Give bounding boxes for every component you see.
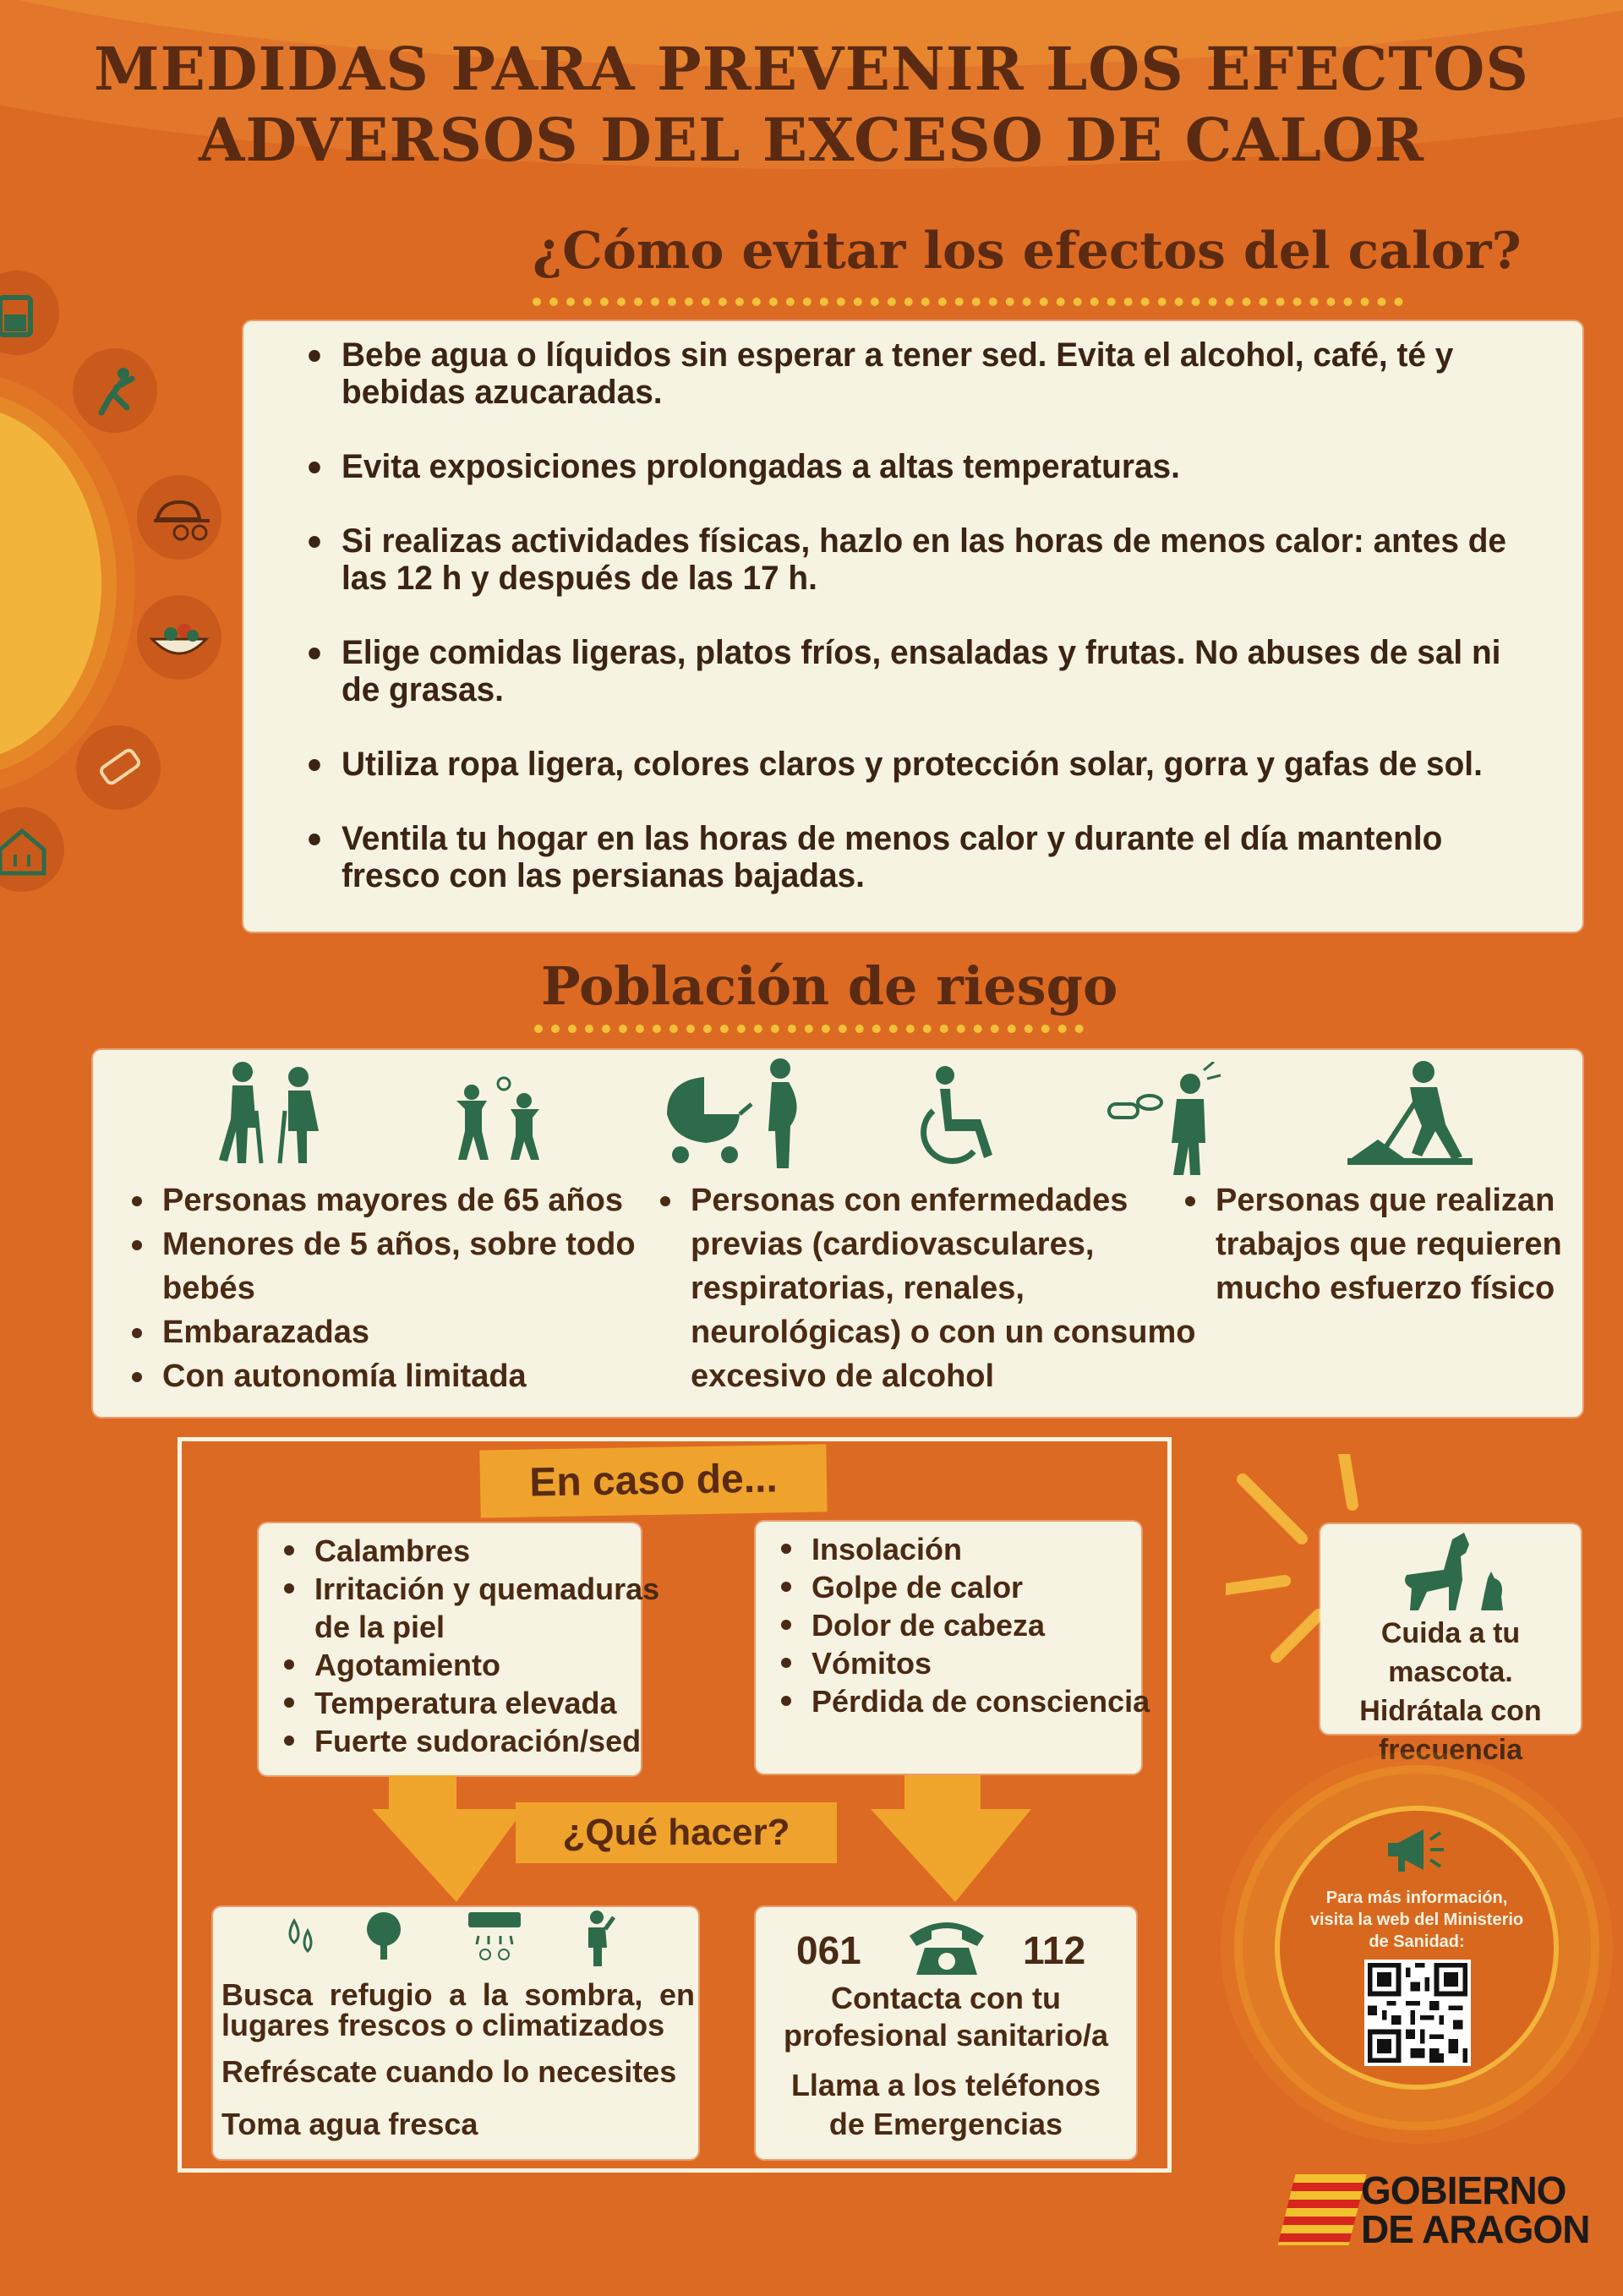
cap-glasses-icon bbox=[137, 475, 221, 560]
elderly-couple-icon bbox=[207, 1060, 334, 1170]
heading-underline bbox=[534, 1025, 1084, 1033]
symptom-item: Dolor de cabeza bbox=[812, 1606, 1167, 1644]
logo-text bbox=[1361, 2168, 1590, 2251]
sun-decoration bbox=[0, 406, 101, 761]
symptom-item: Pérdida de consciencia bbox=[812, 1682, 1167, 1720]
sick-person-icon bbox=[1106, 1062, 1224, 1180]
salad-icon bbox=[137, 595, 221, 680]
aragon-flag-icon bbox=[1278, 2174, 1367, 2245]
sunscreen-icon bbox=[76, 725, 161, 810]
symptom-item: Vómitos bbox=[812, 1644, 1167, 1682]
title-line-2: ADVERSOS DEL EXCESO DE CALOR bbox=[199, 105, 1424, 175]
physical-worker-icon bbox=[1344, 1058, 1479, 1168]
in-case-of-banner: En caso de... bbox=[479, 1444, 827, 1517]
air-conditioner-icon bbox=[467, 1911, 522, 1963]
tip-item: Bebe agua o líquidos sin esperar a tener sed. Evita el alcohol, café, té y bebidas azucaradas. bbox=[342, 336, 1531, 411]
actions-card-left bbox=[213, 1907, 698, 2159]
tip-item: Elige comidas ligeras, platos fríos, ensaladas y frutas. No abuses de sal ni de grasas. bbox=[342, 634, 1531, 708]
symptom-item: Irritación y quemaduras de la piel bbox=[314, 1570, 669, 1646]
tree-icon bbox=[362, 1911, 406, 1961]
tip-item: Ventila tu hogar en las horas de menos calor y durante el día mantenlo fresco con las persianas bajadas. bbox=[342, 820, 1531, 894]
risk-item: Menores de 5 años, sobre todo bebés bbox=[162, 1222, 636, 1310]
pet-card bbox=[1320, 1524, 1581, 1766]
risk-item: Embarazadas bbox=[162, 1310, 636, 1354]
wheelchair-icon bbox=[911, 1063, 1004, 1173]
actions-card-right bbox=[756, 1907, 1136, 2159]
action-item: Contacta con tu profesional sanitario/a bbox=[783, 1981, 1109, 2053]
risk-item: Personas con enfermedades previas (cardiovasculares, respiratorias, renales, neurológicas) o con un consumo excesivo de alcohol bbox=[691, 1178, 1198, 1398]
children-playing-icon bbox=[448, 1075, 549, 1168]
symptoms-card-left bbox=[259, 1523, 660, 1775]
qr-code-icon[interactable] bbox=[1364, 1960, 1471, 2066]
prevention-tips-list bbox=[311, 336, 1567, 932]
megaphone-icon bbox=[1383, 1824, 1456, 1875]
logo-line-1: GOBIERNO bbox=[1361, 2168, 1566, 2212]
person-drinking-icon bbox=[583, 1909, 617, 1968]
water-drops-icon bbox=[282, 1914, 320, 1960]
symptom-item: Fuerte sudoración/sed bbox=[314, 1722, 669, 1760]
page-title bbox=[0, 34, 1623, 176]
risk-list-column-3 bbox=[1180, 1178, 1596, 1310]
title-line-1: MEDIDAS PARA PREVENIR LOS EFECTOS bbox=[94, 34, 1529, 104]
dog-cat-icon bbox=[1393, 1533, 1511, 1614]
action-item: Llama a los teléfonos de Emergencias bbox=[790, 2068, 1101, 2141]
risk-item: Con autonomía limitada bbox=[162, 1354, 636, 1398]
pet-text: Cuida a tu mascota. Hidrátala con frecuencia bbox=[1359, 1617, 1542, 1766]
prevention-tips-card bbox=[243, 321, 1582, 932]
symptom-item: Calambres bbox=[314, 1532, 669, 1570]
risk-item: Personas que realizan trabajos que requieren mucho esfuerzo físico bbox=[1216, 1178, 1596, 1310]
house-ventilation-icon bbox=[0, 807, 64, 892]
section-heading-risk: Población de riesgo bbox=[541, 955, 1118, 1017]
arrow-down-right-icon bbox=[854, 1775, 1057, 1911]
what-to-do-banner: ¿Qué hacer? bbox=[516, 1802, 837, 1863]
risk-list-column-2 bbox=[655, 1178, 1198, 1398]
tip-item: Utiliza ropa ligera, colores claros y protección solar, gorra y gafas de sol. bbox=[342, 746, 1531, 783]
symptoms-card-right bbox=[756, 1522, 1150, 1774]
phone-number-112: 112 bbox=[1023, 1928, 1086, 1972]
action-item: Busca refugio a la sombra, en lugares frescos o climatizados bbox=[221, 1977, 695, 2042]
info-text: Para más información, visita la web del Ministerio de Sanidad: bbox=[1309, 1889, 1524, 1951]
risk-list-column-1 bbox=[127, 1178, 636, 1398]
symptom-item: Temperatura elevada bbox=[314, 1684, 669, 1722]
symptoms-list-left bbox=[270, 1532, 669, 1760]
phone-icon bbox=[906, 1914, 987, 1978]
symptom-item: Golpe de calor bbox=[812, 1568, 1167, 1606]
symptoms-list-right bbox=[768, 1530, 1167, 1720]
action-item: Refréscate cuando lo necesites bbox=[221, 2054, 677, 2089]
phone-number-061: 061 bbox=[796, 1928, 861, 1972]
water-glass-icon bbox=[0, 271, 59, 355]
heading-underline bbox=[533, 298, 1403, 306]
tip-item: Evita exposiciones prolongadas a altas temperaturas. bbox=[342, 448, 1531, 485]
risk-item: Personas mayores de 65 años bbox=[162, 1178, 636, 1222]
action-item: Toma agua fresca bbox=[221, 2107, 478, 2141]
tip-item: Si realizas actividades físicas, hazlo en las horas de menos calor: antes de las 12 h y después de las 17 h. bbox=[342, 522, 1531, 597]
logo-line-2: DE ARAGON bbox=[1361, 2207, 1590, 2251]
symptom-item: Insolación bbox=[812, 1530, 1167, 1568]
pregnant-stroller-icon bbox=[664, 1055, 807, 1173]
section-heading-prevention: ¿Cómo evitar los efectos del calor? bbox=[533, 221, 1522, 281]
symptom-item: Agotamiento bbox=[314, 1646, 669, 1684]
exercise-icon bbox=[73, 348, 157, 433]
risk-population-card bbox=[93, 1050, 1582, 1417]
